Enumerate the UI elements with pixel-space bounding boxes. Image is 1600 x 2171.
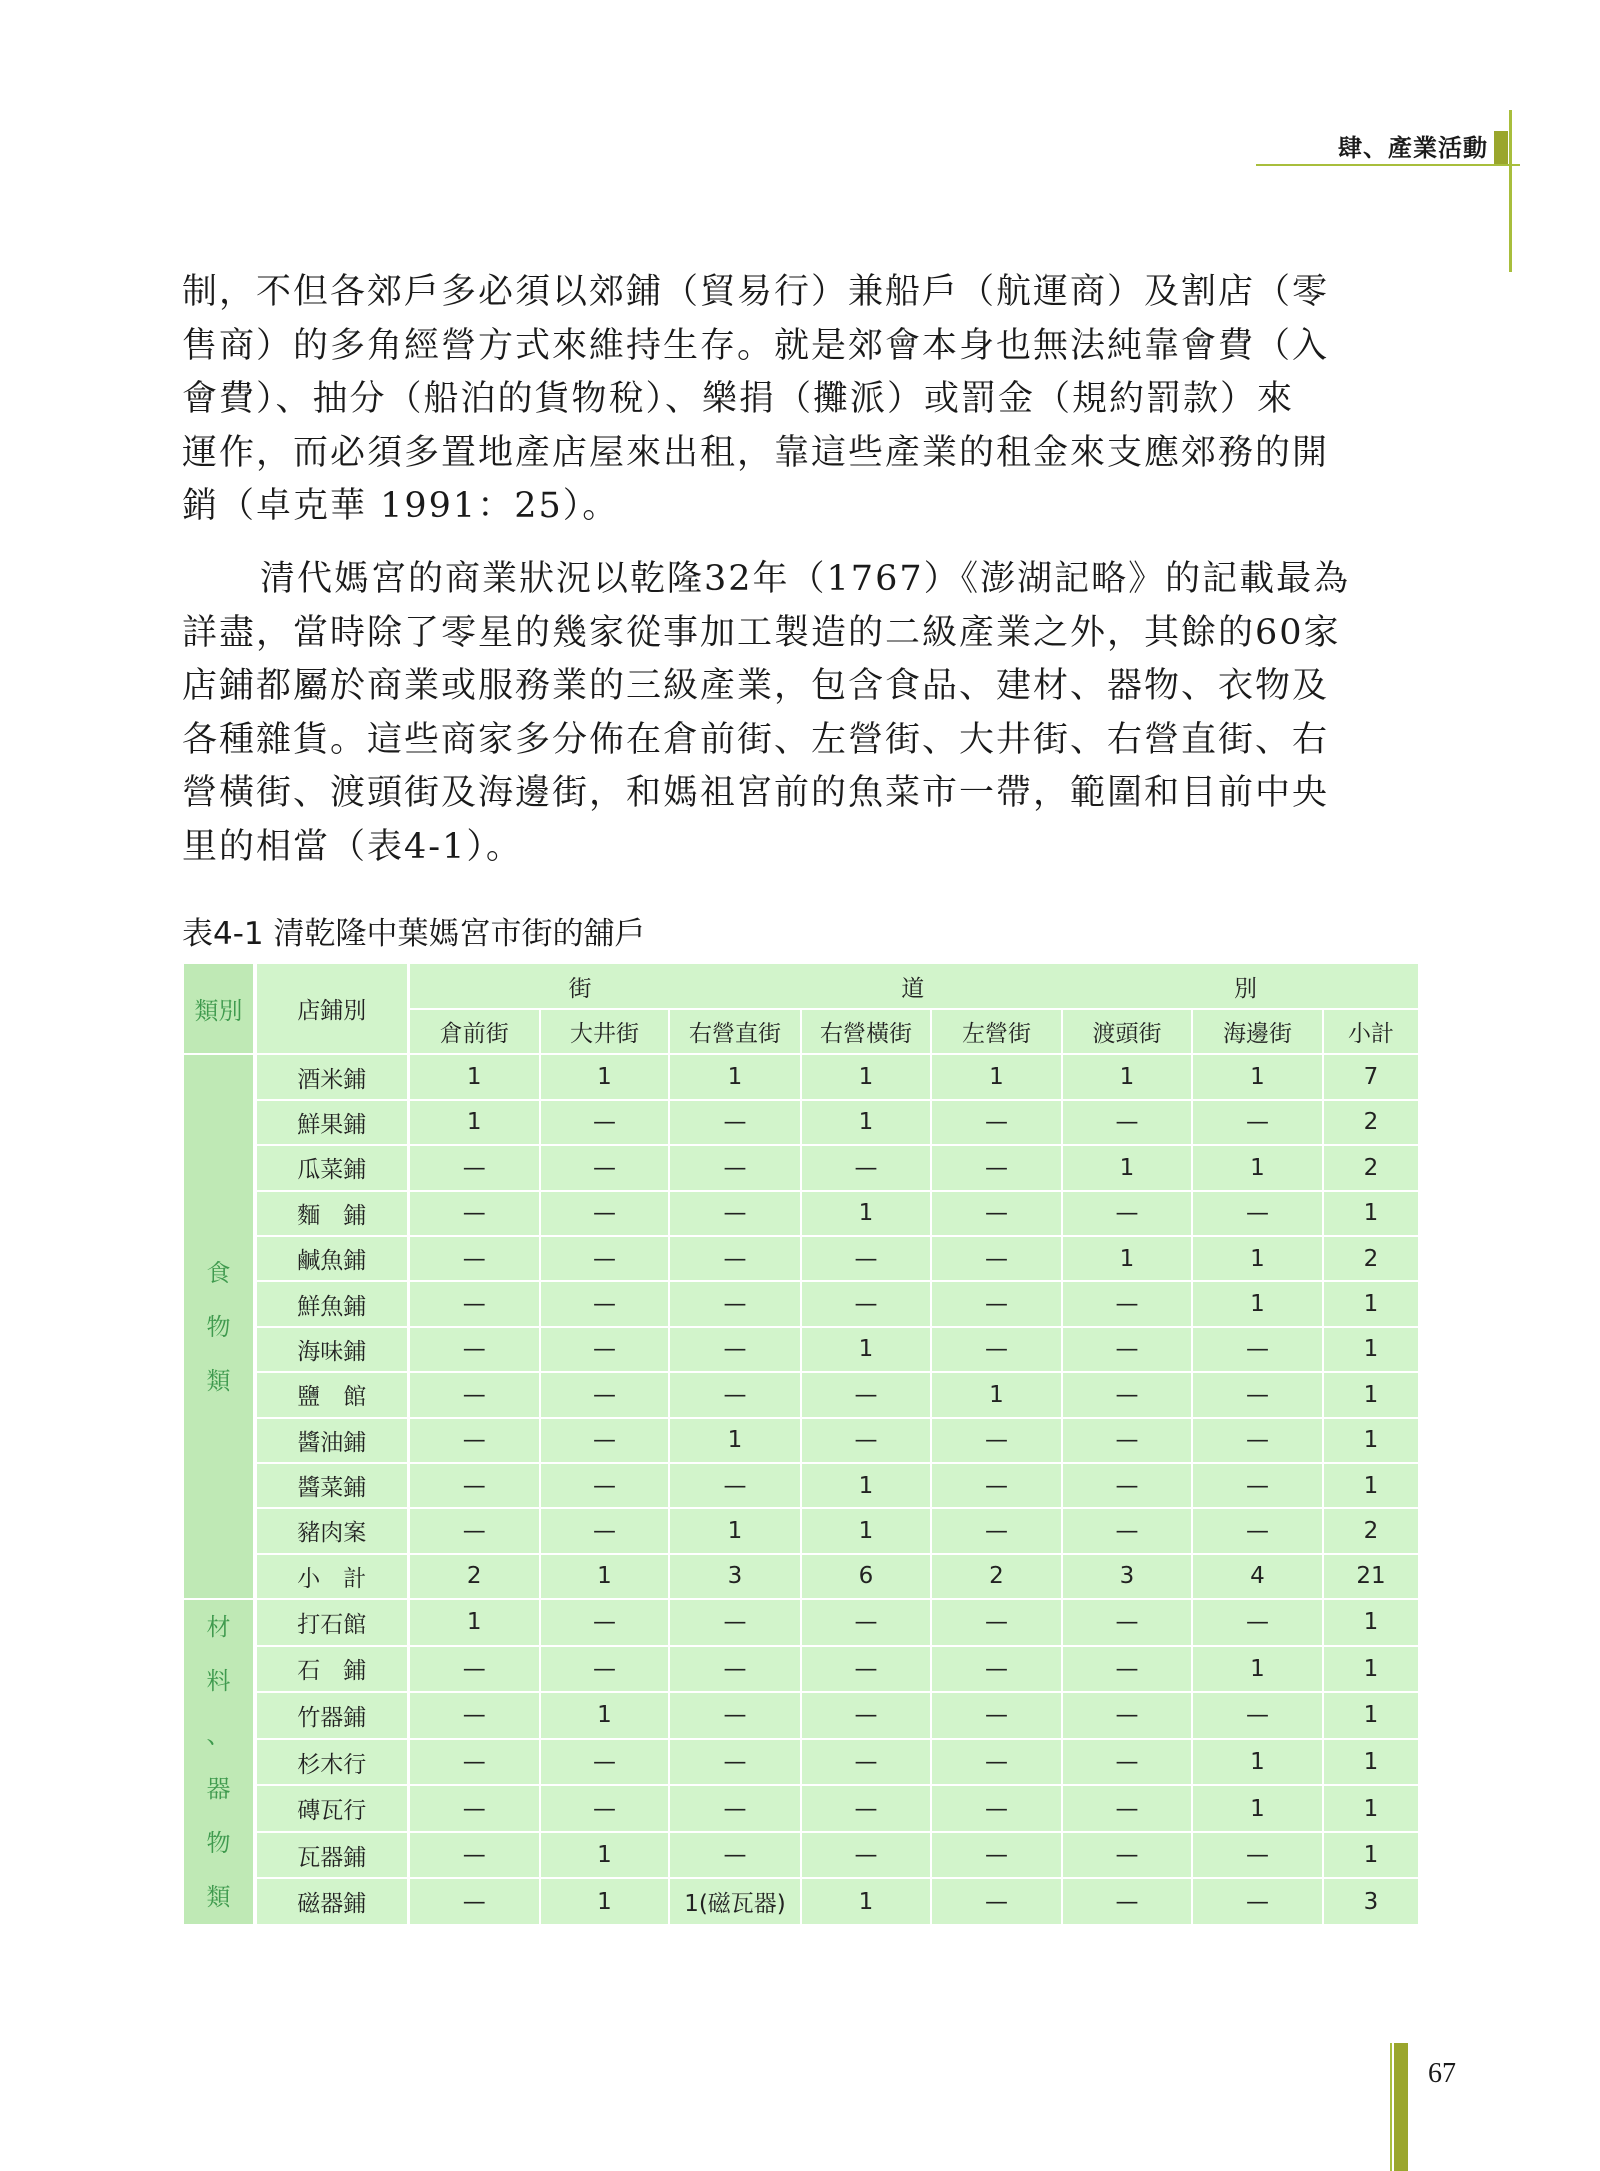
header-vertical-rule (1509, 110, 1512, 272)
table-row (183, 1418, 1419, 1463)
count-cell: — (540, 1508, 669, 1553)
store-name: 杉木行 (255, 1739, 408, 1786)
count-cell: — (801, 1418, 931, 1463)
table-row (183, 1191, 1419, 1236)
count-cell: 6 (801, 1554, 931, 1599)
count-cell: 2 (1323, 1236, 1419, 1281)
count-cell: 1 (1323, 1327, 1419, 1372)
text-line: 會費）、抽分（船泊的貨物稅）、樂捐（攤派）或罰金（規約罰款）來 (182, 379, 1295, 419)
count-cell: 1 (1323, 1463, 1419, 1508)
store-header: 店鋪別 (255, 963, 408, 1054)
count-cell: — (1062, 1327, 1192, 1372)
count-cell: 1 (1192, 1236, 1323, 1281)
table-row (183, 1145, 1419, 1190)
count-cell: — (540, 1145, 669, 1190)
street-header (408, 963, 1419, 1009)
count-cell: — (801, 1692, 931, 1739)
count-cell: — (408, 1878, 540, 1925)
count-cell: 2 (1323, 1100, 1419, 1145)
count-cell: 7 (1323, 1054, 1419, 1099)
count-cell: — (669, 1832, 801, 1879)
store-name: 小 計 (255, 1554, 408, 1599)
count-cell: — (540, 1191, 669, 1236)
count-cell: — (408, 1785, 540, 1832)
table-row (183, 1646, 1419, 1693)
table-row (183, 1508, 1419, 1553)
text-line: 運作，而必須多置地產店屋來出租，靠這些產業的租金來支應郊務的開 (182, 432, 1330, 473)
count-cell: 1 (408, 1100, 540, 1145)
count-cell: 1 (669, 1508, 801, 1553)
count-cell: 3 (669, 1554, 801, 1599)
count-cell: — (669, 1100, 801, 1145)
count-cell: — (408, 1646, 540, 1693)
count-cell: — (669, 1327, 801, 1372)
count-cell: — (408, 1372, 540, 1417)
store-name: 打石館 (255, 1599, 408, 1646)
column-header: 右營橫街 (801, 1009, 931, 1054)
count-cell: — (931, 1145, 1062, 1190)
category-char: 食 (206, 1258, 231, 1287)
count-cell: — (931, 1646, 1062, 1693)
count-cell: — (931, 1878, 1062, 1925)
store-name: 醬油鋪 (255, 1418, 408, 1463)
text-line: 店鋪都屬於商業或服務業的三級產業，包含食品、建材、器物、衣物及 (182, 666, 1330, 706)
column-header: 小計 (1323, 1009, 1419, 1054)
count-cell: — (408, 1145, 540, 1190)
category-char: 料 (206, 1667, 231, 1696)
store-name: 海味鋪 (255, 1327, 408, 1372)
count-cell: — (408, 1832, 540, 1879)
count-cell: 1 (1062, 1145, 1192, 1190)
count-cell: — (408, 1418, 540, 1463)
count-cell: 1 (1323, 1418, 1419, 1463)
count-cell: 1 (1323, 1281, 1419, 1326)
count-cell: — (408, 1692, 540, 1739)
count-cell: — (801, 1646, 931, 1693)
text-line: 制，不但各郊戶多必須以郊鋪（貿易行）兼船戶（航運商）及割店（零 (182, 272, 1330, 312)
store-name: 瓜菜鋪 (255, 1145, 408, 1190)
count-cell: — (1062, 1508, 1192, 1553)
count-cell: — (1062, 1785, 1192, 1832)
count-cell: — (931, 1692, 1062, 1739)
count-cell: — (408, 1191, 540, 1236)
table-row (183, 1054, 1419, 1099)
store-name: 酒米鋪 (255, 1054, 408, 1099)
column-header: 渡頭街 (1062, 1009, 1192, 1054)
store-name: 石 鋪 (255, 1646, 408, 1693)
count-cell: 2 (931, 1554, 1062, 1599)
count-cell: — (408, 1281, 540, 1326)
count-cell: — (931, 1463, 1062, 1508)
count-cell: 1 (1323, 1692, 1419, 1739)
store-name: 磚瓦行 (255, 1785, 408, 1832)
count-cell: — (801, 1832, 931, 1879)
count-cell: — (1192, 1508, 1323, 1553)
store-name: 鮮魚鋪 (255, 1281, 408, 1326)
count-cell: — (801, 1785, 931, 1832)
category-char: 類 (206, 1366, 231, 1395)
street-header-part: 別 (1234, 975, 1260, 1002)
count-cell: — (540, 1599, 669, 1646)
count-cell: 1 (1323, 1372, 1419, 1417)
store-name: 磁器鋪 (255, 1878, 408, 1925)
footer-rule (1390, 2043, 1392, 2171)
count-cell: — (669, 1191, 801, 1236)
column-header: 倉前街 (408, 1009, 540, 1054)
count-cell: — (931, 1508, 1062, 1553)
count-cell: — (408, 1508, 540, 1553)
count-cell: 1 (931, 1054, 1062, 1099)
count-cell: 1 (1192, 1739, 1323, 1786)
header-horizontal-rule (1256, 164, 1520, 166)
count-cell: — (1062, 1418, 1192, 1463)
store-name: 醬菜鋪 (255, 1463, 408, 1508)
count-cell: — (408, 1236, 540, 1281)
table-row (183, 1599, 1419, 1646)
count-cell: — (540, 1236, 669, 1281)
count-cell: 1 (1062, 1236, 1192, 1281)
count-cell: — (801, 1599, 931, 1646)
count-cell: 1 (1192, 1646, 1323, 1693)
table-row (183, 1785, 1419, 1832)
count-cell: 1 (408, 1599, 540, 1646)
count-cell: 3 (1062, 1554, 1192, 1599)
table-row (183, 1739, 1419, 1786)
count-cell: 1 (801, 1508, 931, 1553)
count-cell: 1 (1192, 1281, 1323, 1326)
street-header-part: 道 (901, 975, 927, 1002)
count-cell: — (669, 1692, 801, 1739)
count-cell: 4 (1192, 1554, 1323, 1599)
count-cell: — (1192, 1692, 1323, 1739)
count-cell: 2 (1323, 1145, 1419, 1190)
count-cell: — (1062, 1281, 1192, 1326)
table-row (183, 1832, 1419, 1879)
category-cell (183, 1054, 255, 1599)
count-cell: — (931, 1281, 1062, 1326)
count-cell: — (931, 1236, 1062, 1281)
category-char: 材 (206, 1613, 231, 1642)
count-cell: 1 (931, 1372, 1062, 1417)
count-cell: — (540, 1739, 669, 1786)
count-cell: — (540, 1372, 669, 1417)
count-cell: 21 (1323, 1554, 1419, 1599)
count-cell: — (1192, 1327, 1323, 1372)
column-header: 右營直街 (669, 1009, 801, 1054)
count-cell: — (1192, 1599, 1323, 1646)
category-header: 類別 (183, 963, 255, 1054)
store-name: 鮮果鋪 (255, 1100, 408, 1145)
count-cell: 2 (408, 1554, 540, 1599)
count-cell: 1 (1323, 1785, 1419, 1832)
count-cell: — (540, 1281, 669, 1326)
count-cell: 1 (1192, 1054, 1323, 1099)
count-cell: 1 (801, 1327, 931, 1372)
category-char: 物 (206, 1829, 231, 1858)
count-cell: — (801, 1236, 931, 1281)
count-cell: — (540, 1418, 669, 1463)
count-cell: — (1192, 1878, 1323, 1925)
header-accent-block (1494, 131, 1508, 164)
count-cell: — (1062, 1100, 1192, 1145)
count-cell: 1 (540, 1878, 669, 1925)
count-cell: — (540, 1785, 669, 1832)
count-cell: — (1192, 1418, 1323, 1463)
count-cell: — (408, 1327, 540, 1372)
category-char: 、 (206, 1721, 231, 1750)
count-cell: — (1062, 1191, 1192, 1236)
count-cell: — (931, 1100, 1062, 1145)
store-name: 鹽 館 (255, 1372, 408, 1417)
count-cell: 1 (1062, 1054, 1192, 1099)
count-cell: 1 (669, 1054, 801, 1099)
table-row (183, 1281, 1419, 1326)
count-cell: — (931, 1832, 1062, 1879)
store-name: 鹹魚鋪 (255, 1236, 408, 1281)
count-cell: 1 (1192, 1145, 1323, 1190)
category-char: 類 (206, 1883, 231, 1912)
count-cell: — (1062, 1692, 1192, 1739)
count-cell: — (669, 1236, 801, 1281)
category-cell (183, 1599, 255, 1925)
text-line: 售商）的多角經營方式來維持生存。就是郊會本身也無法純靠會費（入 (182, 325, 1330, 366)
count-cell: — (1062, 1832, 1192, 1879)
count-cell: 1 (1323, 1739, 1419, 1786)
count-cell: — (931, 1327, 1062, 1372)
count-cell: — (669, 1739, 801, 1786)
paragraph-2 (182, 553, 1418, 874)
count-cell: — (669, 1372, 801, 1417)
paragraph-1 (182, 266, 1418, 534)
footer-accent-bar (1394, 2043, 1408, 2171)
store-name: 麵 鋪 (255, 1191, 408, 1236)
count-cell: — (801, 1281, 931, 1326)
count-cell: 1 (540, 1692, 669, 1739)
count-cell: — (931, 1785, 1062, 1832)
count-cell: 1 (1323, 1646, 1419, 1693)
count-cell: — (669, 1463, 801, 1508)
count-cell: — (540, 1100, 669, 1145)
count-cell: — (801, 1145, 931, 1190)
page-number: 67 (1428, 2058, 1456, 2089)
count-cell: — (669, 1599, 801, 1646)
count-cell: 1 (1323, 1832, 1419, 1879)
store-name: 瓦器鋪 (255, 1832, 408, 1879)
count-cell: — (1192, 1463, 1323, 1508)
table-row (183, 1554, 1419, 1599)
count-cell: 1 (801, 1191, 931, 1236)
table-row (183, 1100, 1419, 1145)
count-cell: — (669, 1145, 801, 1190)
count-cell: — (1062, 1878, 1192, 1925)
count-cell: 1 (1323, 1599, 1419, 1646)
count-cell: 1 (801, 1463, 931, 1508)
count-cell: — (408, 1463, 540, 1508)
count-cell: 1 (540, 1832, 669, 1879)
count-cell: — (1062, 1739, 1192, 1786)
count-cell: 2 (1323, 1508, 1419, 1553)
count-cell: — (540, 1646, 669, 1693)
count-cell: — (1062, 1463, 1192, 1508)
count-cell: — (801, 1739, 931, 1786)
text-line: 清代媽宮的商業狀況以乾隆32年（1767）《澎湖記略》的記載最為 (260, 559, 1351, 599)
category-char: 物 (206, 1312, 231, 1341)
category-char: 器 (206, 1775, 231, 1804)
count-cell: — (669, 1281, 801, 1326)
column-header: 左營街 (931, 1009, 1062, 1054)
store-name: 豬肉案 (255, 1508, 408, 1553)
count-cell: — (540, 1327, 669, 1372)
count-cell: 1 (669, 1418, 801, 1463)
count-cell: 1 (801, 1100, 931, 1145)
count-cell: 1(磁瓦器) (669, 1878, 801, 1925)
count-cell: — (669, 1646, 801, 1693)
count-cell: 1 (408, 1054, 540, 1099)
text-line: 里的相當（表4-1）。 (182, 826, 523, 867)
count-cell: — (408, 1739, 540, 1786)
count-cell: — (1192, 1372, 1323, 1417)
count-cell: 1 (801, 1878, 931, 1925)
store-name: 竹器鋪 (255, 1692, 408, 1739)
count-cell: 3 (1323, 1878, 1419, 1925)
table-row (183, 1236, 1419, 1281)
count-cell: — (1062, 1599, 1192, 1646)
text-line: 各種雜貨。這些商家多分佈在倉前街、左營街、大井街、右營直街、右 (182, 719, 1330, 760)
count-cell: 1 (1323, 1191, 1419, 1236)
count-cell: 1 (1192, 1785, 1323, 1832)
count-cell: — (669, 1785, 801, 1832)
shops-table (182, 962, 1420, 1926)
chapter-title: 肆、產業活動 (1338, 133, 1488, 162)
text-line: 營橫街、渡頭街及海邊街，和媽祖宮前的魚菜市一帶，範圍和目前中央 (182, 773, 1330, 813)
table-row (183, 1327, 1419, 1372)
count-cell: — (540, 1463, 669, 1508)
count-cell: 1 (540, 1054, 669, 1099)
count-cell: — (1192, 1100, 1323, 1145)
table-caption: 表4-1 清乾隆中葉媽宮市街的舖戶 (182, 916, 646, 952)
street-header-part: 街 (568, 975, 594, 1002)
count-cell: — (931, 1418, 1062, 1463)
column-header: 海邊街 (1192, 1009, 1323, 1054)
count-cell: — (1062, 1646, 1192, 1693)
count-cell: — (931, 1739, 1062, 1786)
table-row (183, 1692, 1419, 1739)
table-row (183, 1878, 1419, 1925)
count-cell: 1 (801, 1054, 931, 1099)
count-cell: — (1192, 1832, 1323, 1879)
table-row (183, 1463, 1419, 1508)
count-cell: — (931, 1191, 1062, 1236)
count-cell: — (801, 1372, 931, 1417)
text-line: 銷（卓克華 1991：25）。 (182, 486, 620, 526)
column-header: 大井街 (540, 1009, 669, 1054)
text-line: 詳盡，當時除了零星的幾家從事加工製造的二級產業之外，其餘的60家 (182, 612, 1341, 653)
count-cell: — (1062, 1372, 1192, 1417)
table-row (183, 1372, 1419, 1417)
count-cell: — (931, 1599, 1062, 1646)
count-cell: — (1192, 1191, 1323, 1236)
count-cell: 1 (540, 1554, 669, 1599)
